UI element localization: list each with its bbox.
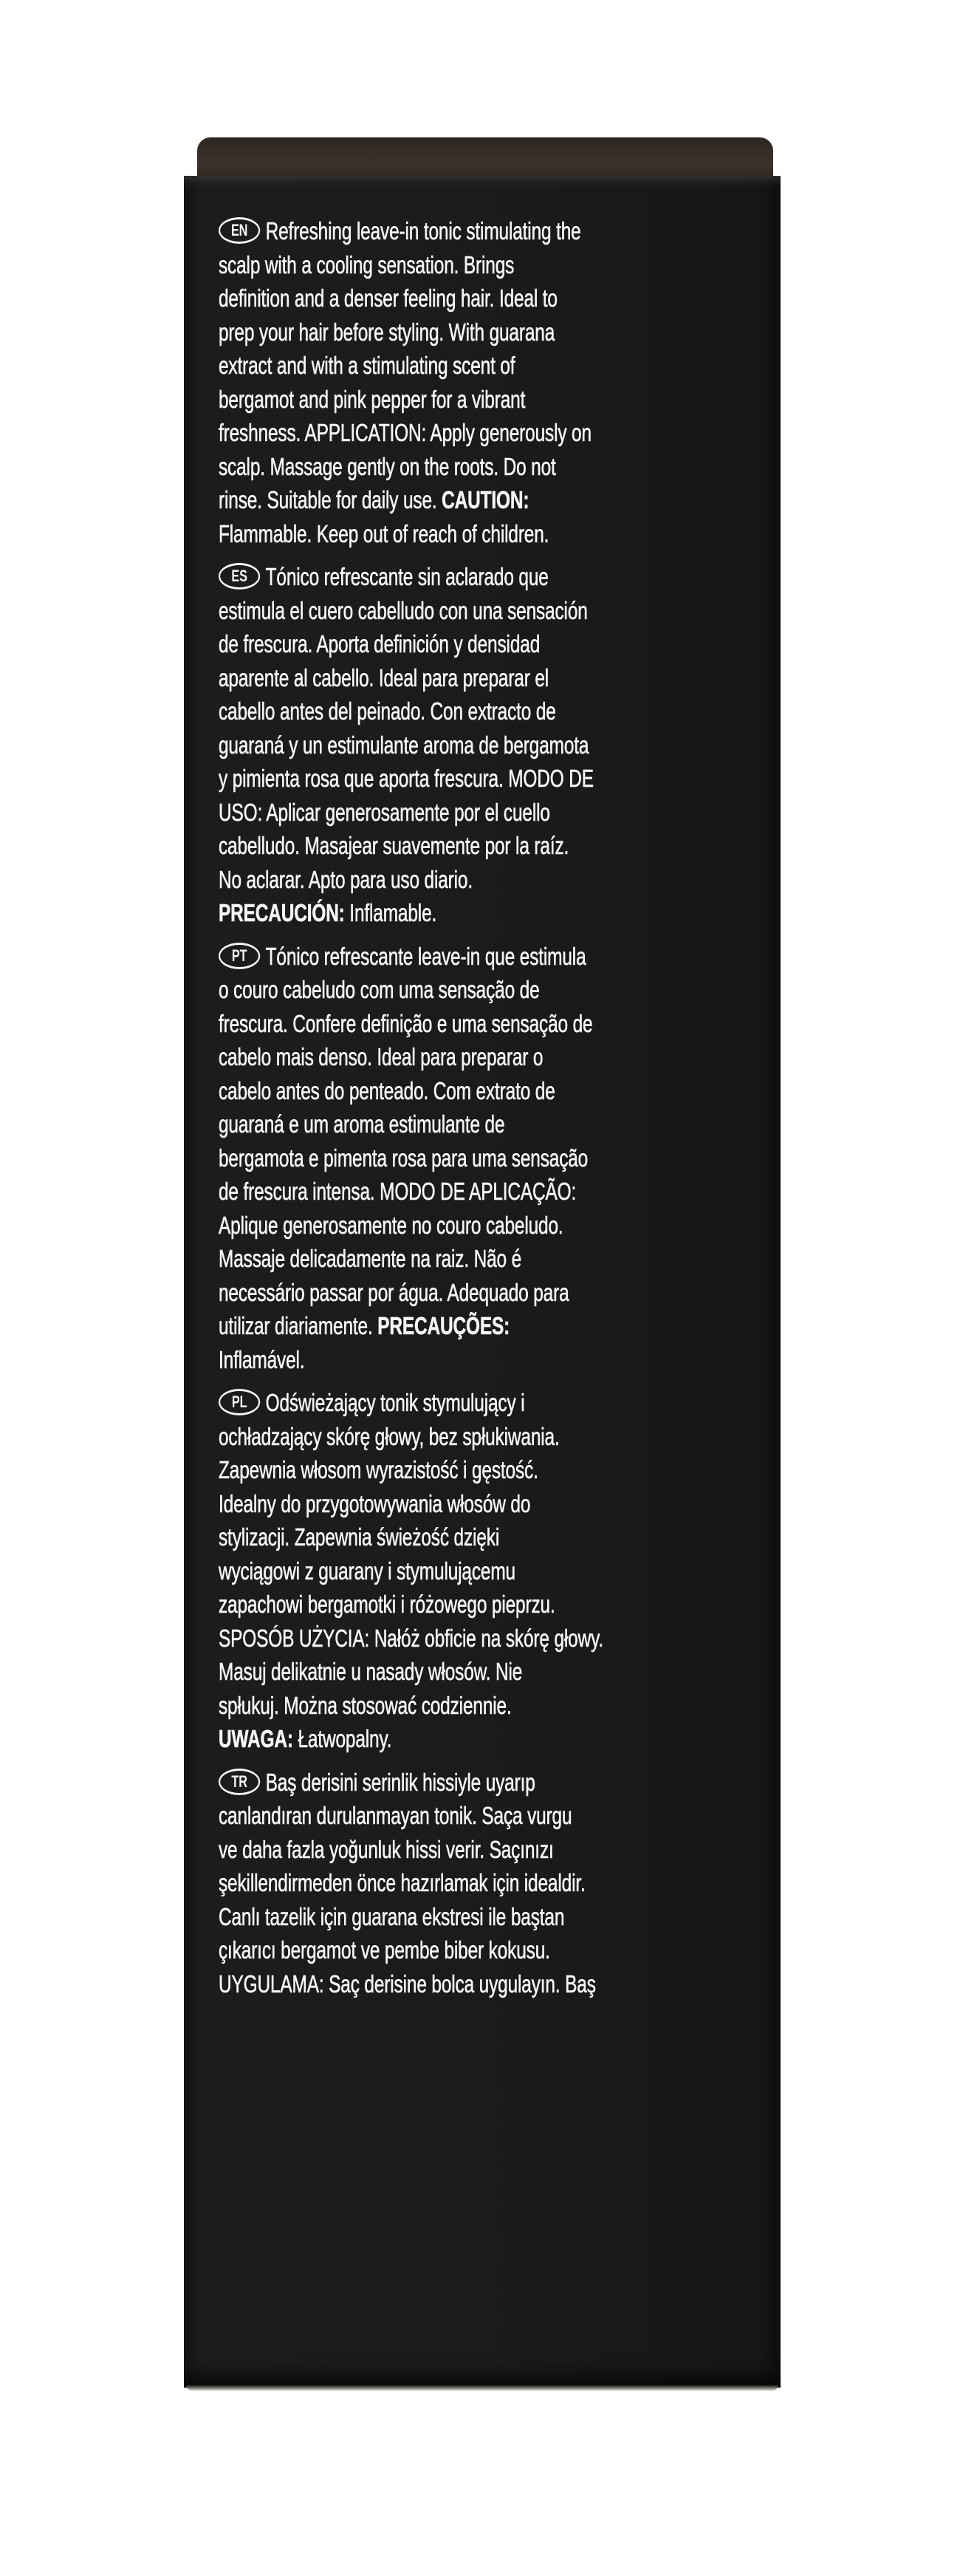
text-segment: o couro cabeludo com uma sensação de xyxy=(219,976,540,1003)
language-badge-icon: TR xyxy=(219,1769,260,1795)
text-segment: scalp. Massage gently on the roots. Do not xyxy=(219,452,556,480)
text-line xyxy=(219,483,710,517)
text-segment: scalp with a cooling sensation. Brings xyxy=(219,250,515,279)
text-line xyxy=(219,517,710,551)
text-segment: Massaje delicadamente na raiz. Não é xyxy=(219,1245,522,1272)
text-line xyxy=(219,694,710,728)
text-segment: Odświeżający tonik stymulujący i xyxy=(265,1389,525,1416)
text-segment: frescura. Confere definição e uma sensação de xyxy=(219,1009,593,1037)
description-paragraph-es xyxy=(219,560,710,930)
text-segment: guaraná y un estimulante aroma de bergamota xyxy=(219,731,589,759)
text-line xyxy=(219,248,710,282)
text-segment: utilizar diariamente. xyxy=(219,1312,378,1339)
text-line xyxy=(219,940,710,974)
text-segment: Inflamável. xyxy=(219,1345,305,1373)
text-line xyxy=(219,383,710,417)
text-segment: USO: Aplicar generosamente por el cuello xyxy=(219,798,550,826)
text-line xyxy=(219,796,710,830)
text-segment: UYGULAMA: Saç derisine bolca uygulayın. Baş xyxy=(219,1969,596,1998)
text-segment: Zapewnia włosom wyrazistość i gęstość. xyxy=(219,1456,538,1483)
text-line xyxy=(219,1453,710,1487)
text-line xyxy=(219,1175,710,1209)
text-line xyxy=(219,1799,710,1833)
multilingual-product-description xyxy=(219,214,710,2010)
text-line xyxy=(219,1276,710,1310)
text-line xyxy=(219,1588,710,1622)
text-line xyxy=(219,728,710,762)
text-line xyxy=(219,973,710,1007)
text-segment: freshness. APPLICATION: Apply generously on xyxy=(219,419,592,446)
text-segment: Tónico refrescante leave-in que estimula xyxy=(265,942,586,970)
text-segment: Canlı tazelik için guarana ekstresi ile baştan xyxy=(219,1902,565,1930)
text-segment: extract and with a stimulating scent of xyxy=(219,352,515,379)
text-segment: SPOSÓB UŻYCIA: Nałóż obficie na skórę głowy. xyxy=(219,1624,603,1652)
text-segment: aparente al cabello. Ideal para preparar el xyxy=(219,663,549,691)
text-segment: cabello antes del peinado. Con extracto de xyxy=(219,697,556,725)
text-segment: Baş derisini serinlik hissiyle uyarıp xyxy=(265,1768,535,1796)
text-line xyxy=(219,1007,710,1041)
warning-label: CAUTION: xyxy=(442,486,529,513)
text-line xyxy=(219,1900,710,1934)
text-line xyxy=(219,1343,710,1377)
text-segment: şekillendirmeden önce hazırlamak için idealdir. xyxy=(219,1869,586,1896)
text-segment: canlandıran durulanmayan tonik. Saça vurgu xyxy=(219,1802,572,1829)
text-segment: y pimienta rosa que aporta frescura. MODO DE xyxy=(219,765,594,792)
description-paragraph-en xyxy=(219,214,710,550)
text-segment: cabelo antes do penteado. Com extrato de xyxy=(219,1076,555,1104)
text-line xyxy=(219,1242,710,1276)
text-segment: wyciągowi z guarany i stymulującemu xyxy=(219,1557,515,1585)
text-segment: Tónico refrescante sin aclarado que xyxy=(265,563,549,590)
text-segment: necessário passar por água. Adequado para xyxy=(219,1278,569,1306)
text-segment: stylizacji. Zapewnia świeżość dzięki xyxy=(219,1523,500,1551)
text-segment: zapachowi bergamotki i różowego pieprzu. xyxy=(219,1591,555,1618)
text-line xyxy=(219,315,710,349)
text-line xyxy=(219,762,710,796)
text-line xyxy=(219,1209,710,1243)
text-line xyxy=(219,1622,710,1656)
text-line xyxy=(219,349,710,383)
language-badge-icon: ES xyxy=(219,563,260,590)
text-line xyxy=(219,416,710,450)
text-line xyxy=(219,896,710,930)
text-segment: bergamota e pimenta rosa para uma sensação xyxy=(219,1144,589,1172)
text-line xyxy=(219,1967,710,2001)
text-line xyxy=(219,281,710,315)
text-line xyxy=(219,1420,710,1454)
text-segment: cabelo mais denso. Ideal para preparar o xyxy=(219,1043,544,1070)
box-bottom-edge xyxy=(186,2385,778,2391)
text-line xyxy=(219,214,710,248)
text-line xyxy=(219,1833,710,1867)
text-segment: çıkarıcı bergamot ve pembe biber kokusu. xyxy=(219,1936,550,1964)
text-line xyxy=(219,1386,710,1420)
description-paragraph-pl xyxy=(219,1386,710,1756)
text-line xyxy=(219,1107,710,1141)
text-segment: Łatwopalny. xyxy=(292,1725,392,1752)
text-segment: definition and a denser feeling hair. Ideal to xyxy=(219,284,558,312)
text-line xyxy=(219,1554,710,1588)
text-segment: Inflamable. xyxy=(344,899,437,926)
text-segment: Masuj delikatnie u nasady włosów. Nie xyxy=(219,1658,523,1685)
text-line xyxy=(219,1866,710,1900)
text-segment: No aclarar. Apto para uso diario. xyxy=(219,865,473,893)
text-line xyxy=(219,1933,710,1967)
text-segment: de frescura intensa. MODO DE APLICAÇÃO: xyxy=(219,1178,577,1205)
language-badge-icon: PT xyxy=(219,943,260,969)
text-segment: rinse. Suitable for daily use. xyxy=(219,486,442,513)
description-paragraph-pt xyxy=(219,940,710,1377)
description-paragraph-tr xyxy=(219,1766,710,2001)
text-segment: ochładzający skórę głowy, bez spłukiwania. xyxy=(219,1422,560,1450)
text-segment: bergamot and pink pepper for a vibrant xyxy=(219,385,526,413)
warning-label: PRECAUCIÓN: xyxy=(219,899,345,926)
text-line xyxy=(219,1766,710,1800)
text-line xyxy=(219,1520,710,1554)
text-line xyxy=(219,594,710,628)
text-line xyxy=(219,1309,710,1343)
text-line xyxy=(219,829,710,863)
text-line xyxy=(219,1040,710,1074)
text-line xyxy=(219,560,710,594)
box-lid-flap xyxy=(197,137,773,182)
text-segment: prep your hair before styling. With guarana xyxy=(219,318,555,346)
text-line xyxy=(219,1487,710,1521)
text-segment: Aplique generosamente no couro cabeludo. xyxy=(219,1211,563,1239)
text-segment: de frescura. Aporta definición y densidad xyxy=(219,630,541,657)
language-badge-icon: PL xyxy=(219,1389,260,1415)
text-line xyxy=(219,863,710,897)
text-segment: ve daha fazla yoğunluk hissi verir. Saçınızı xyxy=(219,1835,554,1863)
text-line xyxy=(219,1655,710,1689)
text-line xyxy=(219,1722,710,1756)
warning-label: PRECAUÇÕES: xyxy=(377,1312,510,1339)
text-segment: Refreshing leave-in tonic stimulating the xyxy=(265,217,581,245)
text-line xyxy=(219,1689,710,1723)
text-segment: spłukuj. Można stosować codziennie. xyxy=(219,1691,512,1719)
language-badge-icon: EN xyxy=(219,217,260,244)
text-segment: guaraná e um aroma estimulante de xyxy=(219,1110,505,1138)
text-line xyxy=(219,661,710,695)
text-line xyxy=(219,1074,710,1108)
text-segment: Flammable. Keep out of reach of children. xyxy=(219,519,549,547)
text-segment: estimula el cuero cabelludo con una sensación xyxy=(219,596,588,624)
text-line xyxy=(219,1141,710,1175)
text-line xyxy=(219,450,710,484)
text-line xyxy=(219,627,710,661)
text-segment: cabelludo. Masajear suavemente por la raíz. xyxy=(219,832,569,859)
warning-label: UWAGA: xyxy=(219,1725,293,1752)
text-segment: Idealny do przygotowywania włosów do xyxy=(219,1489,531,1517)
